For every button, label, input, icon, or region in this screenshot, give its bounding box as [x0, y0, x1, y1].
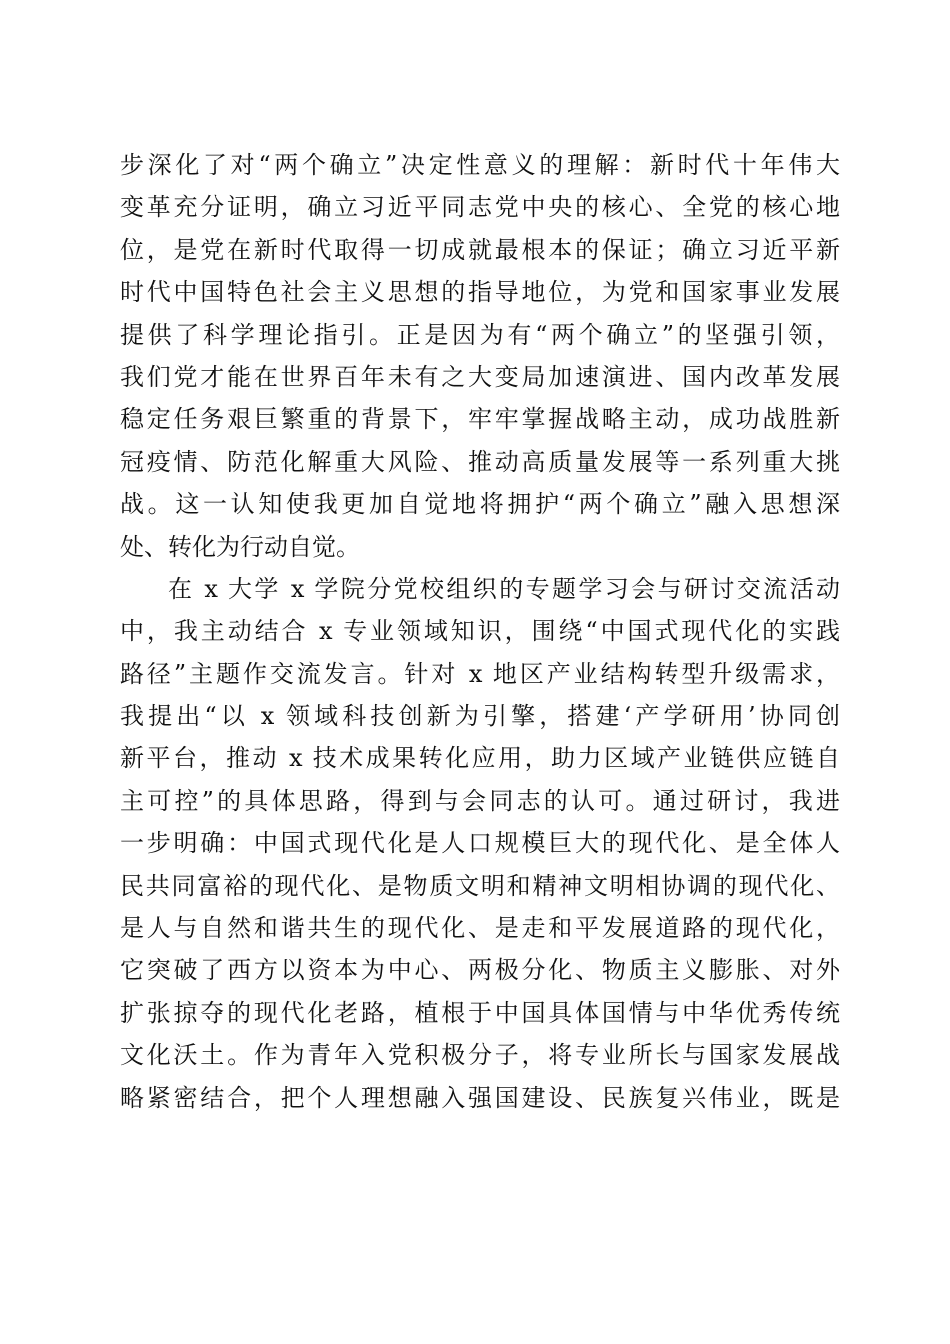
text-line: 略紧密结合，把个人理想融入强国建设、民族复兴伟业，既是	[120, 1083, 840, 1112]
text-line: 文化沃土。作为青年入党积极分子，将专业所长与国家发展战	[120, 1041, 840, 1070]
text-line: 处、转化为行动自觉。	[120, 532, 360, 561]
text-line: 我提出“以 x 领域科技创新为引擎，搭建‘产学研用’协同创	[120, 702, 840, 731]
text-line: 民共同富裕的现代化、是物质文明和精神文明相协调的现代化、	[120, 871, 840, 900]
text-line: 主可控”的具体思路，得到与会同志的认可。通过研讨，我进	[120, 786, 840, 815]
text-line: 扩张掠夺的现代化老路，植根于中国具体国情与中华优秀传统	[120, 998, 840, 1027]
paragraph-2	[120, 568, 840, 1119]
paragraph-1	[120, 144, 840, 568]
text-line: 我们党才能在世界百年未有之大变局加速演进、国内改革发展	[120, 362, 840, 391]
text-line: 它突破了西方以资本为中心、两极分化、物质主义膨胀、对外	[120, 956, 840, 985]
text-line: 变革充分证明，确立习近平同志党中央的核心、全党的核心地	[120, 193, 840, 222]
text-line: 稳定任务艰巨繁重的背景下，牢牢掌握战略主动，成功战胜新	[120, 405, 840, 434]
text-line: 战。这一认知使我更加自觉地将拥护“两个确立”融入思想深	[120, 490, 840, 519]
text-line: 时代中国特色社会主义思想的指导地位，为党和国家事业发展	[120, 278, 840, 307]
body-text	[120, 144, 840, 1119]
text-line: 步深化了对“两个确立”决定性意义的理解：新时代十年伟大	[120, 151, 840, 179]
text-line: 新平台，推动 x 技术成果转化应用，助力区域产业链供应链自	[120, 744, 840, 773]
text-line: 冠疫情、防范化解重大风险、推动高质量发展等一系列重大挑	[120, 447, 840, 476]
text-line: 是人与自然和谐共生的现代化、是走和平发展道路的现代化，	[120, 914, 840, 943]
text-line: 中，我主动结合 x 专业领域知识，围绕“中国式现代化的实践	[120, 617, 840, 646]
text-line: 在 x 大学 x 学院分党校组织的专题学习会与研讨交流活动	[168, 574, 840, 603]
text-line: 路径”主题作交流发言。针对 x 地区产业结构转型升级需求，	[120, 659, 840, 688]
text-line: 位，是党在新时代取得一切成就最根本的保证；确立习近平新	[120, 235, 840, 264]
text-line: 一步明确：中国式现代化是人口规模巨大的现代化、是全体人	[120, 829, 840, 858]
text-line: 提供了科学理论指引。正是因为有“两个确立”的坚强引领，	[120, 320, 840, 349]
